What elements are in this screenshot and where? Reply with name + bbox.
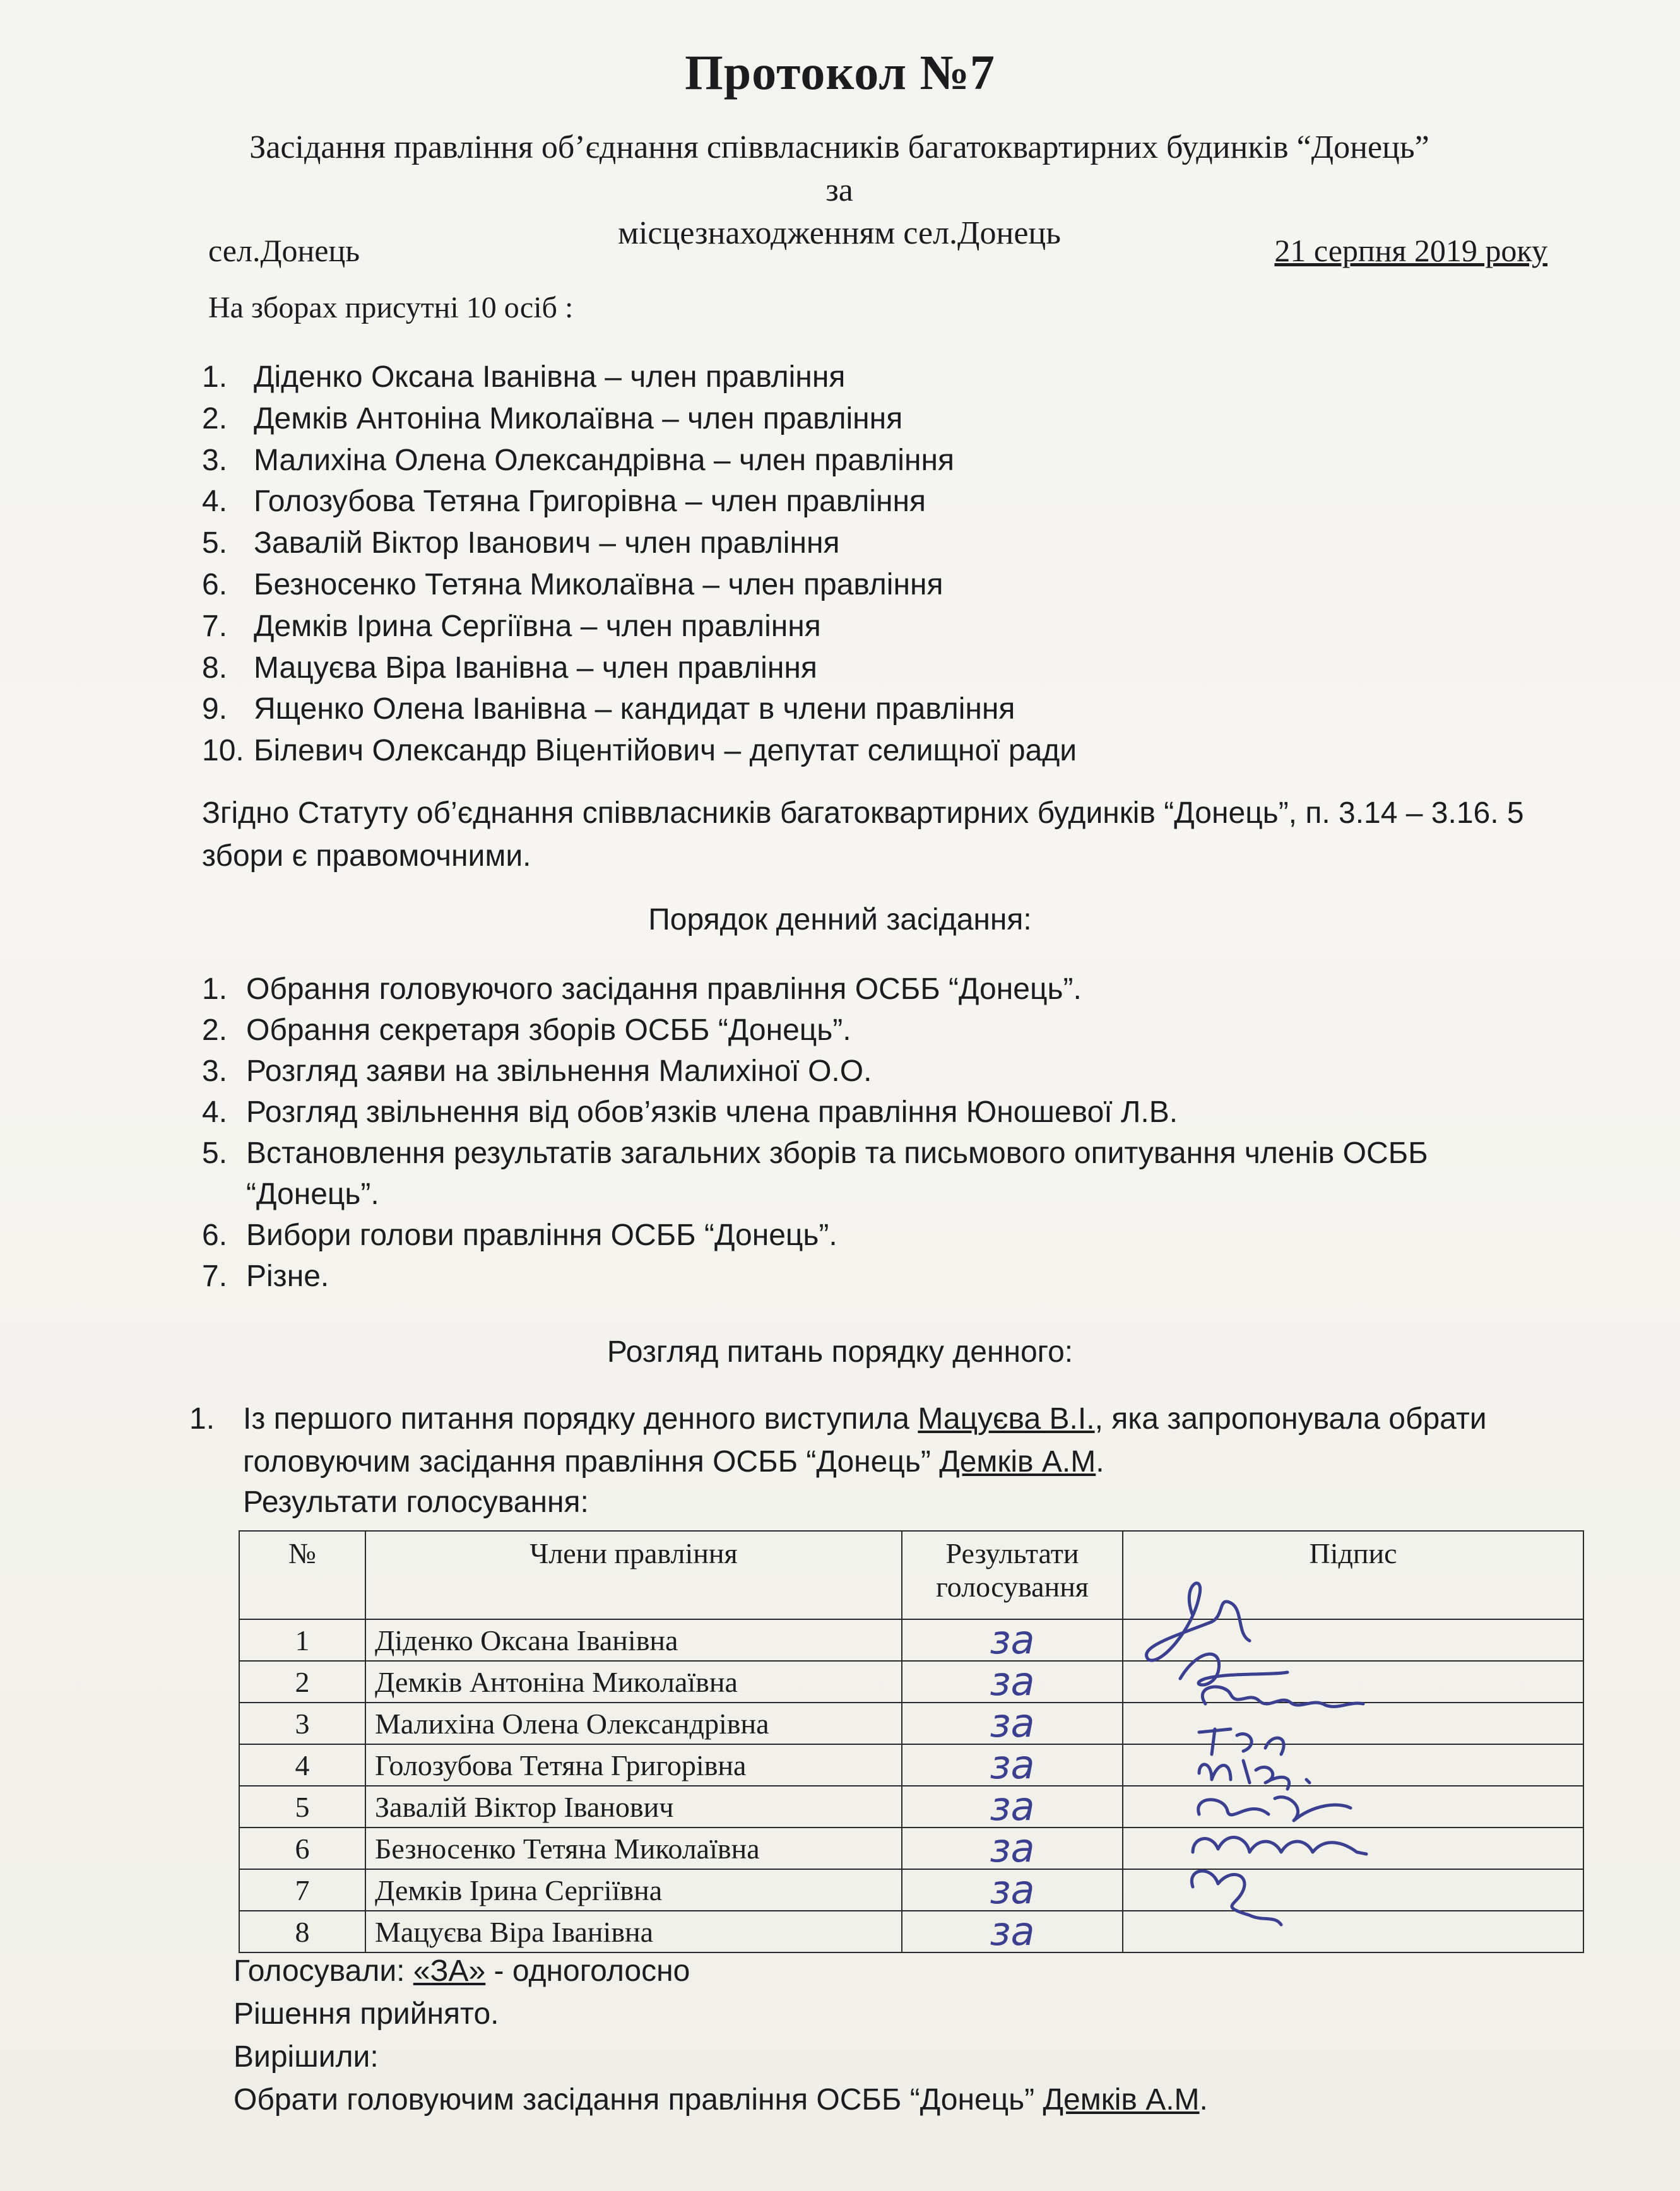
accepted-line: Рішення прийнято. [234,1997,499,2031]
vote-cell: за [902,1619,1123,1661]
list-item: 6. Безносенко Тетяна Миколаївна – член правління [202,567,944,601]
table-row: 2 Демків Антоніна Миколаївна за [239,1661,1583,1703]
list-item: 3. Малихіна Олена Олександрівна – член правління [202,443,954,477]
signature-3 [1202,1687,1363,1706]
agenda-title: Порядок денний засідання: [648,903,1032,936]
signature-7 [1193,1837,1366,1854]
signature-4 [1199,1729,1284,1754]
place: сел.Донець [208,233,360,268]
list-item: 1. Діденко Оксана Іванівна – член правління [202,360,846,394]
list-item: 7. Різне. [202,1260,329,1293]
table-row: 1 Діденко Оксана Іванівна за [239,1619,1583,1661]
list-item: 5. Встановлення результатів загальних зборів та письмового опитування членів ОСББ “Донець”. [202,1137,1428,1211]
item-1-paragraph: 1. Із першого питання порядку денного виступила Мацуєва В.І., яка запропонувала обрати головуючим засідання правління ОСББ “Донець” Демків А.М. [189,1402,1487,1479]
vote-cell: за [902,1744,1123,1786]
speaker-name: Мацуєва В.І. [918,1402,1095,1436]
list-item: 10. Білевич Олександр Віцентійович – депутат селищної ради [202,734,1077,768]
table-row: 4 Голозубова Тетяна Григорівна за [239,1744,1583,1786]
statute-paragraph: Згідно Статуту об’єднання співвласників багатоквартирних будинків “Донець”, п. 3.14 – 3.16. 5 збори є правомочними. [202,796,1524,873]
column-header: Результати голосування [902,1531,1123,1619]
list-item: 2. Обрання секретаря зборів ОСББ “Донець”. [202,1013,851,1047]
date: 21 серпня 2019 року [1274,233,1547,268]
column-header: Підпис [1123,1531,1583,1619]
vote-cell: за [902,1828,1123,1869]
closing-block [234,1950,1208,2122]
signature-5 [1199,1761,1310,1789]
candidate-name: Демків А.М [939,1445,1096,1479]
agenda-list [202,969,1540,1297]
list-item: 6. Вибори голови правління ОСББ “Донець”. [202,1219,837,1252]
table-row: 5 Завалій Віктор Іванович за [239,1786,1583,1828]
list-item: 8. Мацуєва Віра Іванівна – член правління [202,651,817,685]
table-row: 3 Малихіна Олена Олександрівна за [239,1703,1583,1744]
list-item: 9. Ященко Олена Іванівна – кандидат в члени правління [202,692,1015,726]
voted-line: Голосували: «ЗА» - одноголосно [234,1954,690,1988]
table-row: 7 Демків Ірина Сергіївна за [239,1869,1583,1911]
signature-8 [1192,1871,1281,1925]
table-row: 8 Мацуєва Віра Іванівна за [239,1911,1583,1952]
subtitle-line-2: місцезнаходженням сел.Донець [618,215,1061,251]
page-title: Протокол №7 [685,45,995,100]
vote-cell: за [902,1911,1123,1952]
signature-1 [1146,1583,1250,1660]
column-header: № [239,1531,365,1619]
list-item: 3. Розгляд заяви на звільнення Малихіної О.О. [202,1054,872,1088]
vote-cell: за [902,1661,1123,1703]
table-row: 6 Безносенко Тетяна Миколаївна за [239,1828,1583,1869]
vote-cell: за [902,1703,1123,1744]
signature-2 [1180,1654,1287,1685]
results-label: Результати голосування: [243,1485,589,1519]
decided-line: Вирішили: [234,2040,379,2074]
attendee-list [202,357,1077,772]
decision-line: Обрати головуючим засідання правління ОСББ “Донець” Демків А.М. [234,2083,1208,2117]
list-item: 7. Демків Ірина Сергіївна – член правління [202,609,821,643]
signature-6 [1198,1797,1351,1821]
list-item: 4. Розгляд звільнення від обов’язків члена правління Юношевої Л.В. [202,1096,1178,1129]
list-item: 1. Обрання головуючого засідання правління ОСББ “Донець”. [202,972,1082,1006]
subtitle [240,126,1439,255]
review-title: Розгляд питань порядку денного: [606,1335,1074,1369]
column-header: Члени правління [365,1531,902,1619]
list-item: 4. Голозубова Тетяна Григорівна – член правління [202,485,926,519]
present-count: На зборах присутні 10 осіб : [208,291,574,324]
handwritten-signatures [1123,1571,1477,1950]
list-item: 5. Завалій Віктор Іванович – член правління [202,526,840,560]
subtitle-line-1: Засідання правління об’єднання співвласників багатоквартирних будинків “Донець” за [249,129,1429,208]
vote-cell: за [902,1786,1123,1828]
list-item: 2. Демків Антоніна Миколаївна – член правління [202,401,903,435]
vote-cell: за [902,1869,1123,1911]
